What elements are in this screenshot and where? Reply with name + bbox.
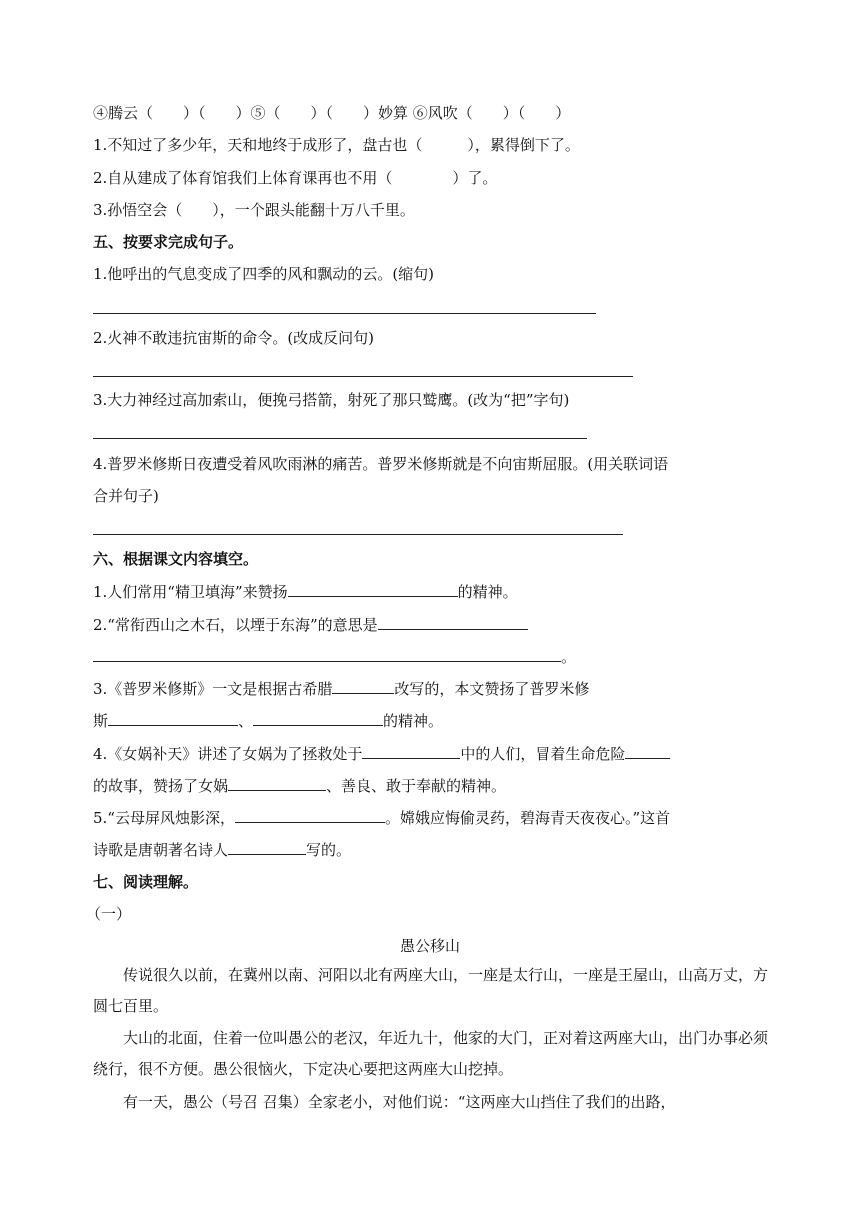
section-6-heading: 六、根据课文内容填空。 (93, 550, 259, 568)
blank (362, 742, 460, 759)
section-6-q2-end: 。 (561, 648, 577, 666)
blank (253, 709, 383, 726)
section-6-q5-text-3: 诗歌是唐朝著名诗人 (93, 841, 229, 859)
section-6-q3-text: 3.《普罗米修斯》一文是根据古希腊 (93, 680, 333, 698)
section-5-item-2: 2.火神不敢违抗宙斯的命令。(改成反问句) (93, 329, 375, 347)
section-6-q3-line2 (93, 709, 443, 732)
answer-line-2 (93, 376, 633, 377)
section-6-q5 (93, 806, 670, 829)
section-6-q3-text-2: 改写的，本文赞扬了普罗米修 (394, 680, 590, 698)
blank (332, 677, 394, 694)
section-5-item-4-cont: 合并句子) (93, 487, 159, 505)
section-6-q4-line2 (93, 774, 506, 797)
answer-line-4 (93, 534, 623, 535)
passage-paragraph-3: 有一天，愚公（号召 召集）全家老小，对他们说：“这两座大山挡住了我们的出路， (123, 1093, 676, 1111)
blank (288, 580, 458, 597)
answer-line-3 (93, 438, 587, 439)
blank (228, 774, 326, 791)
passage-paragraph-2: 大山的北面，住着一位叫愚公的老汉，年近九十，他家的大门，正对着这两座大山，出门办事必须绕行，很不方便。愚公很恼火，下定决心要把这两座大山挖掉。 (93, 1029, 769, 1078)
section-6-q4-text-2: 中的人们，冒着生命危险 (460, 745, 626, 763)
answer-line-1 (93, 313, 596, 314)
section-6-q3-sep: 、 (238, 712, 254, 730)
section-6-q3-text-3: 斯 (93, 712, 109, 730)
fill-sentence-2: 2.自从建成了体育馆我们上体育课再也不用（ ）了。 (93, 169, 498, 187)
blank (235, 806, 385, 823)
section-6-q1 (93, 580, 518, 603)
section-6-q5-text-4: 写的。 (306, 841, 352, 859)
blank (625, 742, 670, 759)
section-6-q5-line2 (93, 838, 351, 861)
blank (108, 709, 238, 726)
section-6-q2-line2 (93, 645, 576, 668)
section-6-q3 (93, 677, 589, 700)
blank (378, 613, 528, 630)
fill-sentence-1: 1.不知过了多少年，天和地终于成形了，盘古也（ ），累得倒下了。 (93, 136, 580, 154)
idiom-row: ④腾云（ ）（ ）⑤（ ）（ ）妙算 ⑥风吹（ ）（ ） (93, 104, 571, 122)
passage-paragraph-1: 传说很久以前，在冀州以南、河阳以北有两座大山，一座是太行山，一座是王屋山，山高万丈，方圆七百里。 (93, 966, 769, 1015)
section-5-item-3: 3.大力神经过高加索山，便挽弓搭箭，射死了那只鹫鹰。(改为“把”字句) (93, 391, 570, 409)
fill-sentence-3: 3.孙悟空会（ ），一个跟头能翻十万八千里。 (93, 201, 415, 219)
reading-part-label: （一） (86, 905, 132, 923)
section-6-q4-text: 4.《女娲补天》讲述了女娲为了拯救处于 (93, 745, 363, 763)
section-7-heading: 七、阅读理解。 (93, 873, 199, 891)
section-6-q2-text: 2.“常衔西山之木石，以堙于东海”的意思是 (93, 616, 378, 634)
section-6-q4-text-4: 、善良、敢于奉献的精神。 (326, 777, 507, 795)
passage-title: 愚公移山 (399, 937, 460, 955)
section-5-item-4: 4.普罗米修斯日夜遭受着风吹雨淋的痛苦。普罗米修斯就是不向宙斯屈服。(用关联词语 (93, 455, 669, 473)
section-6-q5-text-2: 。嫦娥应悔偷灵药，碧海青天夜夜心。”这首 (384, 809, 671, 827)
section-6-q5-text: 5.“云母屏风烛影深， (93, 809, 235, 827)
section-6-q3-text-4: 的精神。 (383, 712, 444, 730)
section-6-q2 (93, 613, 528, 636)
blank (228, 838, 306, 855)
section-6-q4-text-3: 的故事，赞扬了女娲 (93, 777, 229, 795)
blank (93, 645, 561, 662)
section-5-item-1: 1.他呼出的气息变成了四季的风和飘动的云。(缩句) (93, 265, 435, 283)
section-6-q4 (93, 742, 670, 765)
section-6-q1-text: 1.人们常用“精卫填海”来赞扬 (93, 583, 288, 601)
section-5-heading: 五、按要求完成句子。 (93, 233, 244, 251)
section-6-q1-text-end: 的精神。 (457, 583, 518, 601)
